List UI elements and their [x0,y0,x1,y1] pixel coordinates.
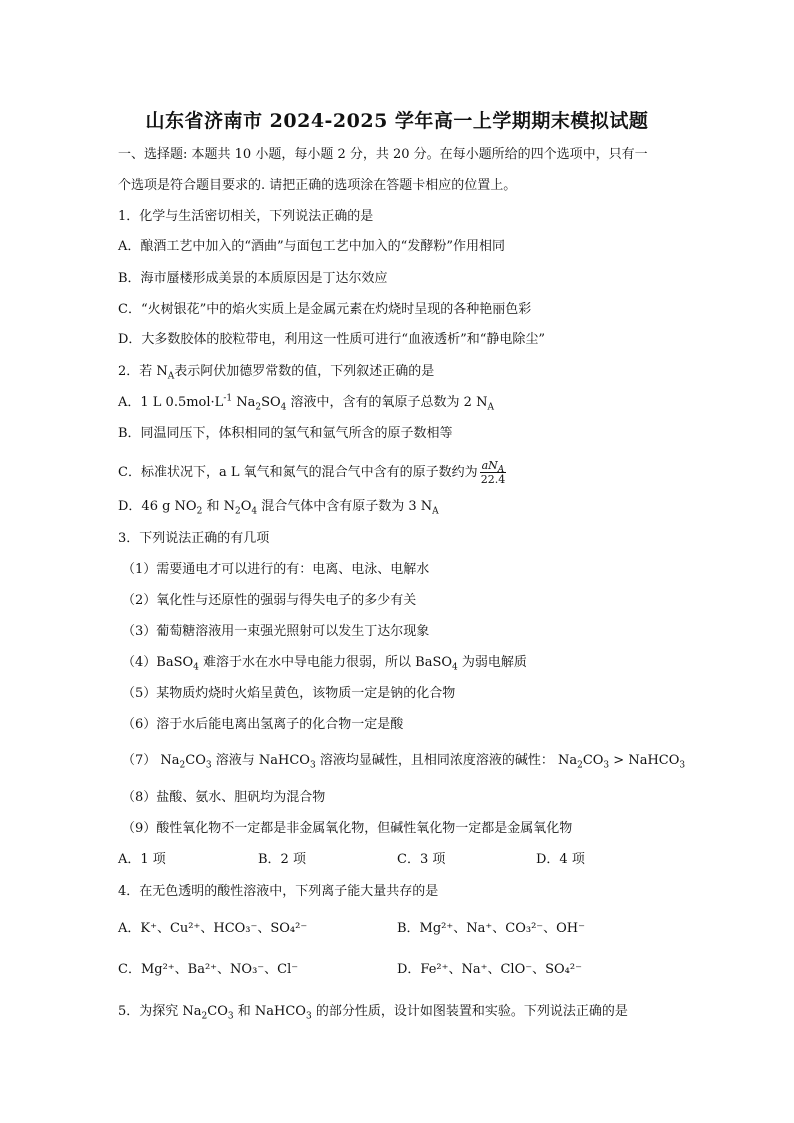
q4-option-c: C．Mg²⁺、Ba²⁺、NO₃⁻、Cl⁻ [118,962,299,977]
q5-stem: 5．为探究 $Na_2CO_3$ 和 NaHCO$_3$ 的部分性质，设计如图装置和实验。下列说法正确的是 [118,1004,628,1022]
q2-option-a: A．1 L $0.5mol\cdot L^{-1}$ $Na_2SO_4$ 溶液中，含有的氧原子总数为 2 $N_A$ [118,393,494,413]
q3-option-d: D．4 项 [536,852,585,867]
q2-option-d: D．46 g $NO_2$ 和 $N_2O_4$ 混合气体中含有原子数为 3 $N_A$ [118,499,439,517]
q3-item-3: （3）葡萄糖溶液用一束强光照射可以发生丁达尔现象 [122,624,430,639]
q1-option-d: D．大多数胶体的胶粒带电，利用这一性质可进行“血液透析”和“静电除尘” [118,332,546,347]
section-instructions-line-1: 一、选择题: 本题共 10 小题，每小题 2 分，共 20 分。在每小题所给的四个选项中，只有一 [118,147,648,162]
q2-option-c: C．标准状况下，a L 氧气和氮气的混合气中含有的原子数约为 $\frac{aN_A}{22.4}$ [118,459,506,486]
q3-option-b: B．2 项 [258,852,306,867]
q1-option-b: B．海市蜃楼形成美景的本质原因是丁达尔效应 [118,271,388,286]
q3-item-2: （2）氧化性与还原性的强弱与得失电子的多少有关 [122,593,417,608]
q2-stem: 2．若 $N_A$表示阿伏加德罗常数的值，下列叙述正确的是 [118,364,435,382]
q3-stem: 3．下列说法正确的有几项 [118,531,270,546]
page-title: 山东省济南市 2024-2025 学年高一上学期期末模拟试题 [145,110,649,132]
q3-item-5: （5）某物质灼烧时火焰呈黄色，该物质一定是钠的化合物 [122,686,456,701]
q1-option-a: A．酿酒工艺中加入的“酒曲”与面包工艺中加入的“发酵粉”作用相同 [118,239,505,254]
section-instructions-line-2: 个选项是符合题目要求的. 请把正确的选项涂在答题卡相应的位置上。 [118,178,517,193]
q3-option-c: C．3 项 [397,852,446,867]
q4-stem: 4．在无色透明的酸性溶液中，下列离子能大量共存的是 [118,884,439,899]
q3-item-8: （8）盐酸、氨水、胆矾均为混合物 [122,790,326,805]
q3-option-a: A．1 项 [118,852,166,867]
q3-item-7: （7） $Na_2CO_3$ 溶液与 NaHCO$_3$ 溶液均显碱性，且相同浓度溶液的碱性： $Na_2CO_3$ > NaHCO$_3$ [122,753,686,771]
q4-option-a: A．K⁺、Cu²⁺、HCO₃⁻、SO₄²⁻ [118,921,308,936]
q1-option-c: C．“火树银花”中的焰火实质上是金属元素在灼烧时呈现的各种艳丽色彩 [118,302,532,317]
fraction: $\frac{aN_A}{22.4}$ [480,459,506,486]
q3-item-1: （1）需要通电才可以进行的有：电离、电泳、电解水 [122,562,430,577]
q2-option-b: B．同温同压下，体积相同的氢气和氩气所含的原子数相等 [118,426,453,441]
q3-item-4: （4）BaSO$_4$ 难溶于水在水中导电能力很弱，所以 BaSO$_4$ 为弱电解质 [122,655,527,673]
q4-option-d: D．Fe²⁺、Na⁺、ClO⁻、SO₄²⁻ [397,962,582,977]
q3-item-6: （6）溶于水后能电离出氢离子的化合物一定是酸 [122,717,404,732]
q4-option-b: B．Mg²⁺、Na⁺、CO₃²⁻、OH⁻ [397,921,585,936]
q1-stem: 1．化学与生活密切相关，下列说法正确的是 [118,209,374,224]
q3-item-9: （9）酸性氧化物不一定都是非金属氧化物，但碱性氧化物一定都是金属氧化物 [122,821,573,836]
